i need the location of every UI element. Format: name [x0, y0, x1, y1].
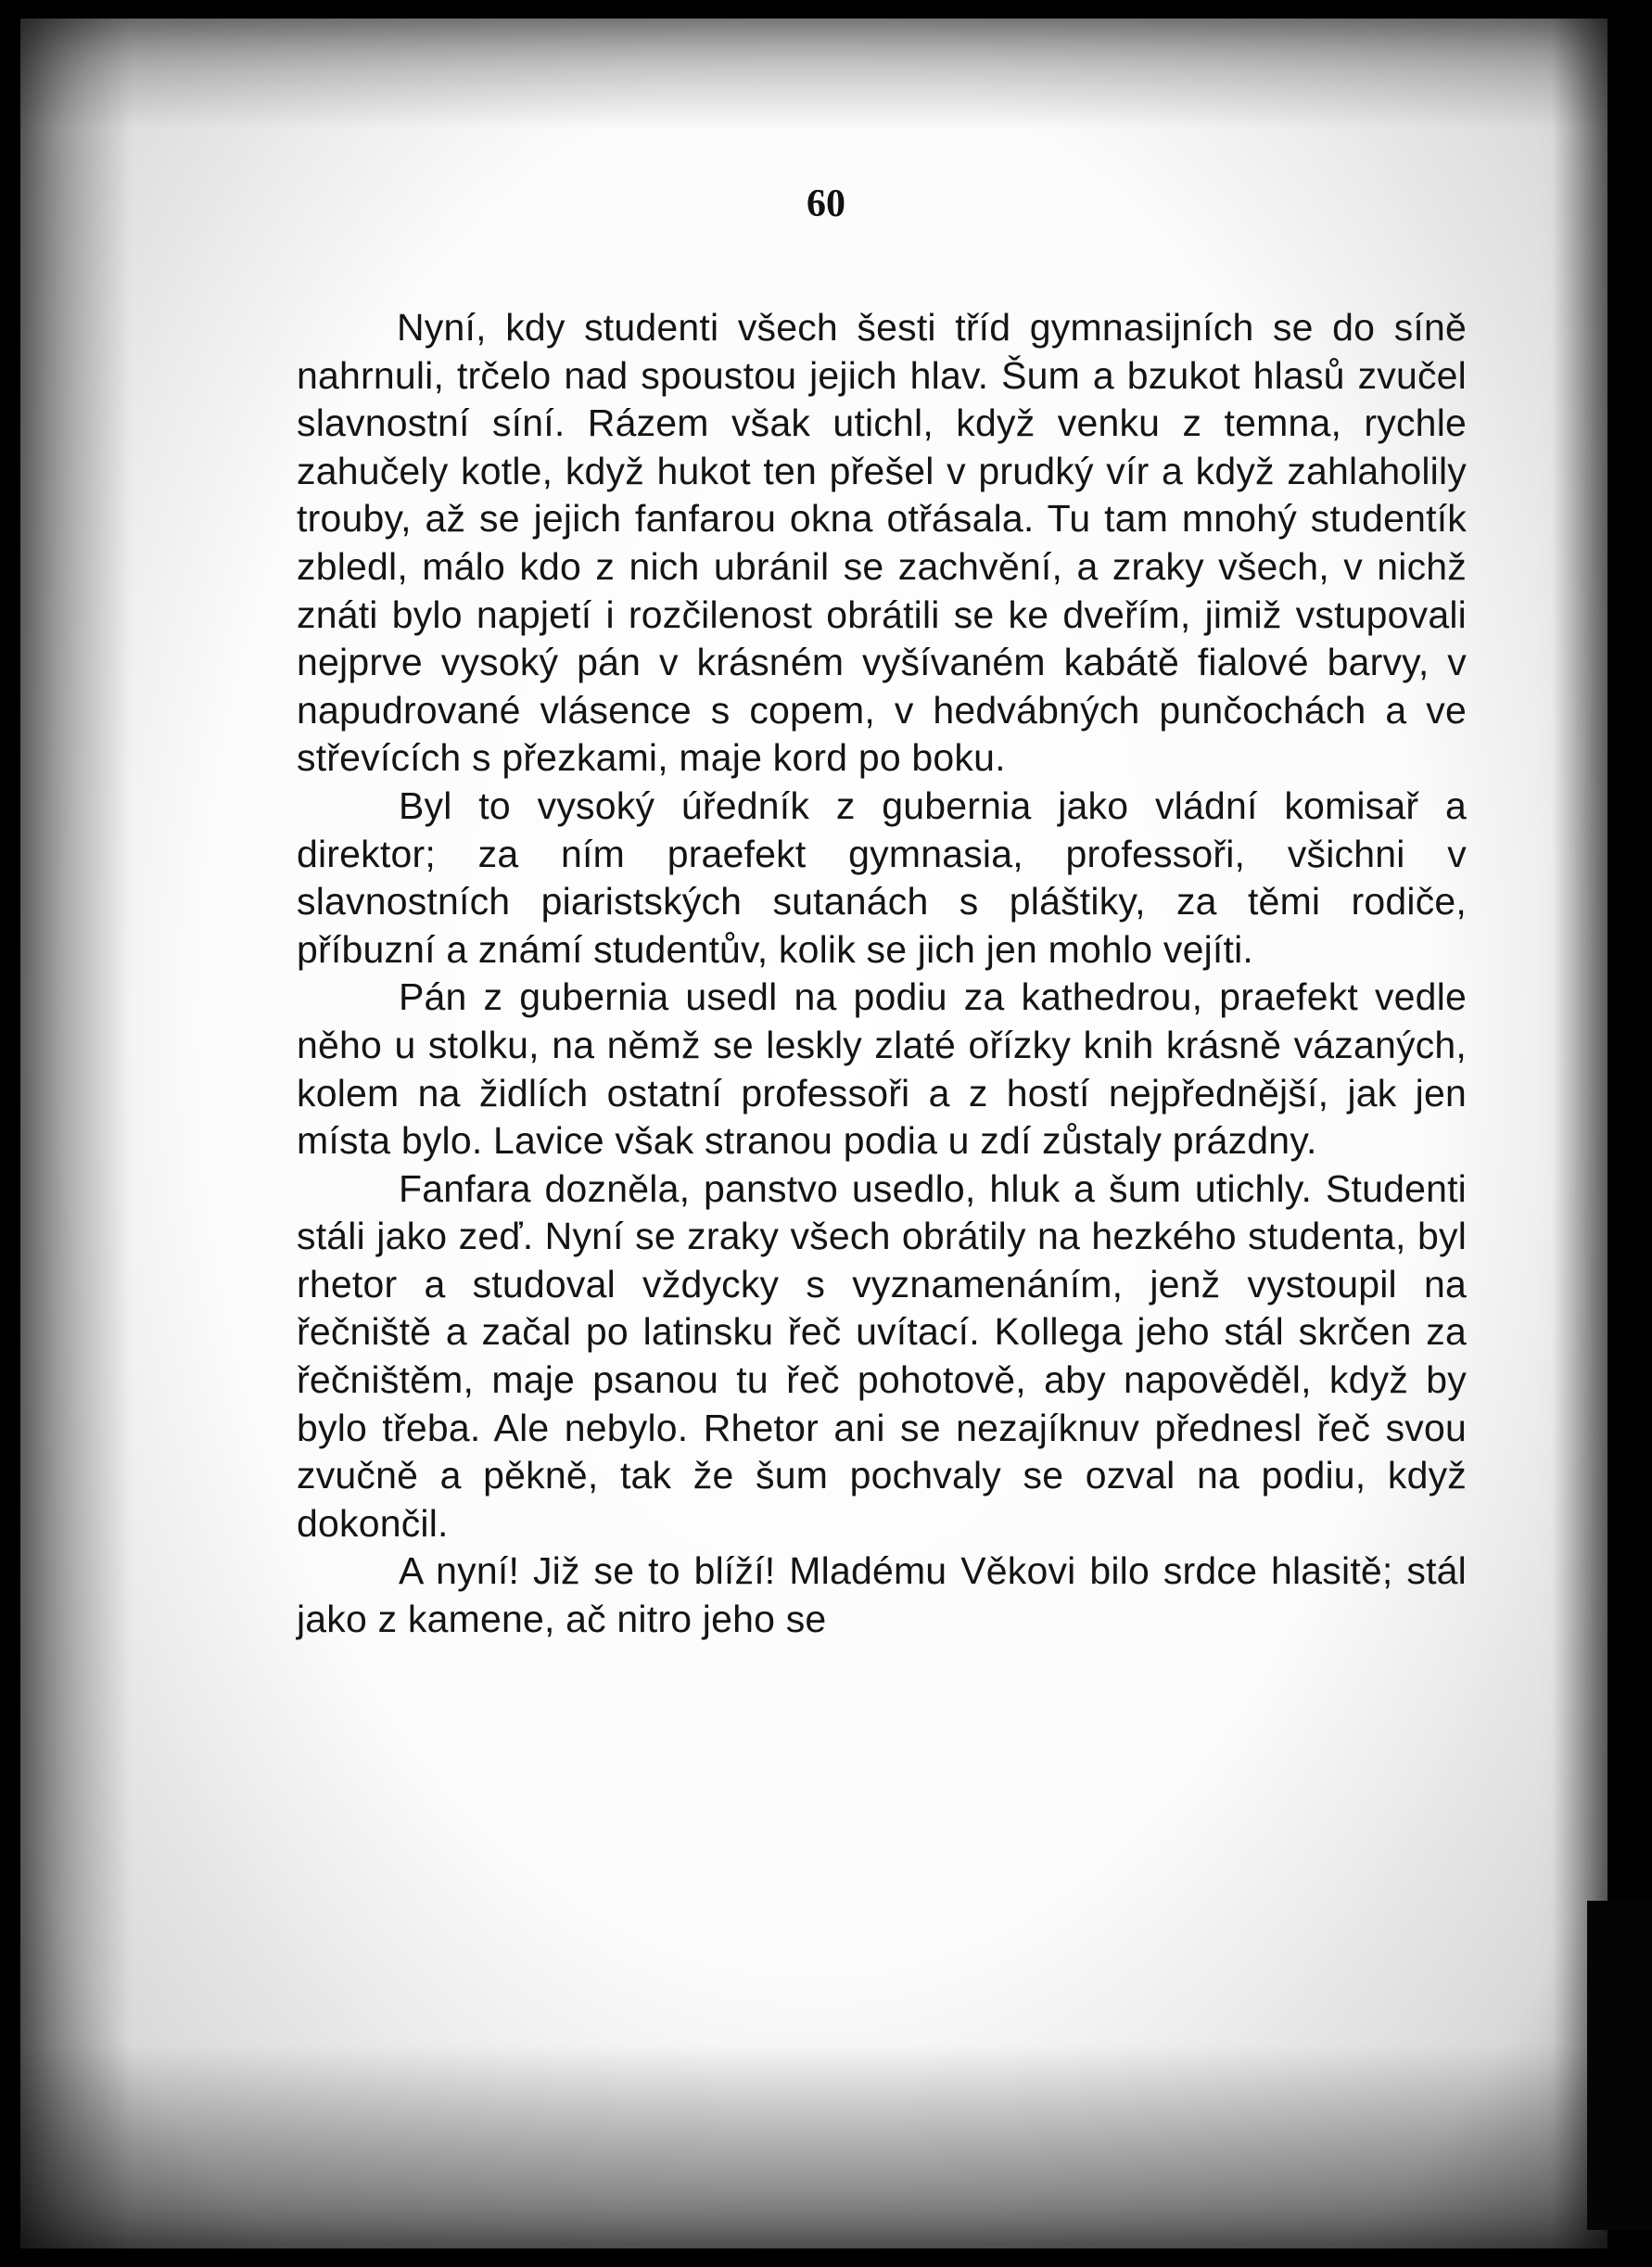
paragraph-5: A nyní! Již se to blíží! Mladému Věkovi bilo srdce hlasitě; stál jako z kamene, ač nitro jeho se: [297, 1549, 1467, 1641]
paragraph-4: Fanfara dozněla, panstvo usedlo, hluk a šum utichly. Studenti stáli jako zeď. Nyní se zraky všech obrátily na hezkého studenta, byl rhetor a studoval vždycky s vyznamenáním, jenž vystoupil na řečniště a začal po latinsku řeč uvítací. Kollega jeho stál skrčen za řečništěm, maje psanou tu řeč pohotově, aby napověděl, když by bylo třeba. Ale nebylo. Rhetor ani se nezajíknuv přednesl řeč svou zvučně a pěkně, tak že šum pochvaly se ozval na podiu, když dokončil.: [297, 1166, 1467, 1545]
book-binding-edge: [1587, 1901, 1652, 2230]
paragraph-2: Byl to vysoký úředník z gubernia jako vládní komisař a direktor; za ním praefekt gymnasia, professoři, všichni v slavnostních piaristských sutanách s pláštiky, za těmi rodiče, příbuzní a známí studentův, kolik se jich jen mohlo vejíti.: [297, 783, 1467, 971]
bottom-edge-shadow: [20, 2044, 1608, 2248]
top-edge-shadow: [20, 19, 1608, 130]
left-edge-shadow: [20, 19, 132, 2248]
page-number: 60: [807, 183, 845, 225]
body-text: [297, 304, 1467, 1644]
paragraph-3: Pán z gubernia usedl na podiu za kathedrou, praefekt vedle něho u stolku, na němž se leskly zlaté ořízky knih krásně vázaných, kolem na židlích ostatní professoři a z hostí nejpřednější, jak jen místa bylo. Lavice však stranou podia u zdí zůstaly prázdny.: [297, 975, 1467, 1163]
paragraph-1: Nyní, kdy studenti všech šesti tříd gymnasijních se do síně nahrnuli, trčelo nad spoustou jejich hlav. Šum a bzukot hlasů zvučel slavnostní síní. Rázem však utichl, když venku z temna, rychle zahučely kotle, když hukot ten přešel v prudký vír a když zahlaholily trouby, až se jejich fanfarou okna otřásala. Tu tam mnohý studentík zbledl, málo kdo z nich ubránil se zachvění, a zraky všech, v nichž znáti bylo napjetí i rozčilenost obrátili se ke dveřím, jimiž vstupovali nejprve vysoký pán v krásném vyšívaném kabátě fialové barvy, v napudrované vlásence s copem, v hedvábných punčochách a ve střevících s přezkami, maje kord po boku.: [297, 306, 1467, 780]
